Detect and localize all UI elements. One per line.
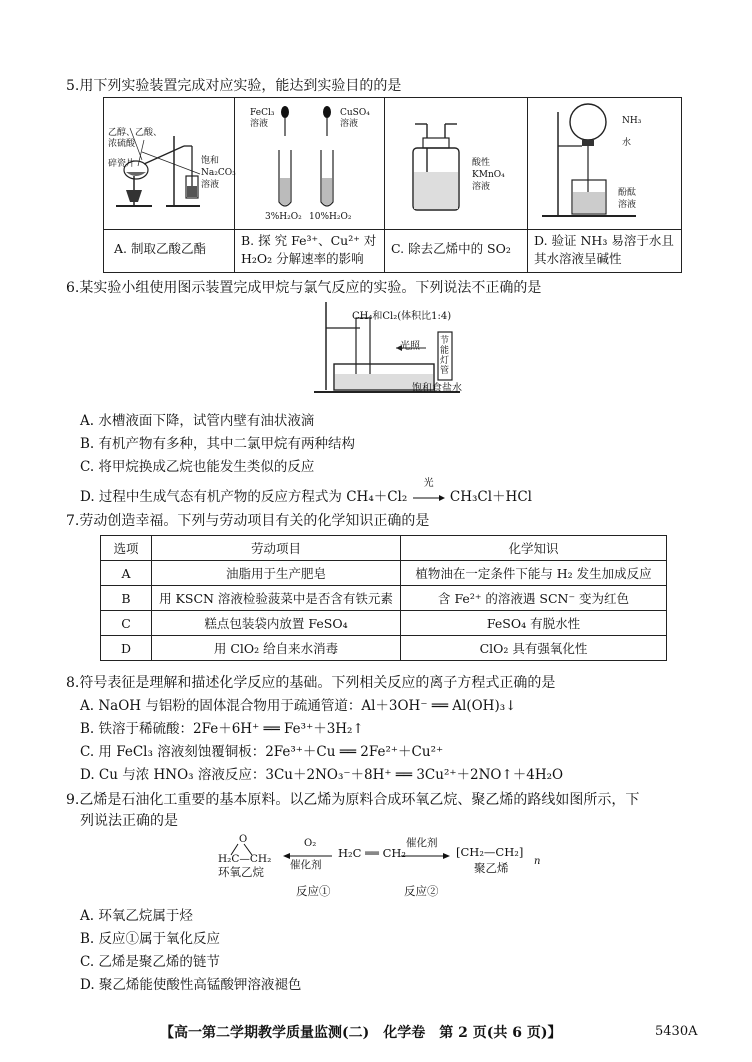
- label-3pct-h2o2: 3%H₂O₂: [265, 212, 302, 222]
- table-cell: 糕点包装袋内放置 FeSO₄: [152, 611, 401, 636]
- label-kmno4: KMnO₄: [472, 170, 505, 180]
- q9-option-d: D. 聚乙烯能使酸性高锰酸钾溶液褪色: [80, 977, 302, 993]
- label-solution-b1: 溶液: [250, 119, 269, 129]
- table-cell: 油脂用于生产肥皂: [152, 561, 401, 586]
- epoxide-name: 环氧乙烷: [218, 865, 264, 879]
- header-labor: 劳动项目: [152, 536, 401, 561]
- fountain-apparatus: [528, 98, 681, 229]
- table-row: [101, 611, 667, 636]
- label-phenolphthalein: 酚酞: [618, 188, 637, 198]
- label-solution-d: 溶液: [618, 200, 637, 210]
- table-cell: FeSO₄ 有脱水性: [401, 611, 667, 636]
- q9-stem-line2: 列说法正确的是: [80, 813, 178, 829]
- q9-option-c: C. 乙烯是聚乙烯的链节: [80, 954, 220, 970]
- label-nh3: NH₃: [622, 116, 642, 126]
- label-solution-a: 溶液: [201, 180, 220, 190]
- q8-option-c: C. 用 FeCl₃ 溶液刻蚀覆铜板：2Fe³⁺＋Cu ══ 2Fe²⁺＋Cu²⁺: [80, 744, 444, 760]
- condition-arrow: [412, 478, 446, 506]
- fig6-lamp-label: 节能灯管: [440, 336, 450, 376]
- label-acidic: 酸性: [472, 158, 491, 168]
- header-knowledge: 化学知识: [401, 536, 667, 561]
- q9-option-b: B. 反应①属于氧化反应: [80, 931, 221, 947]
- q5-caption-a: A. 制取乙酸乙酯: [114, 241, 206, 256]
- header-option: 选项: [101, 536, 152, 561]
- polyethylene-formula: [CH₂—CH₂]: [456, 845, 524, 859]
- table-cell: C: [101, 611, 152, 636]
- label-conc-acid: 浓硫酸: [108, 139, 136, 149]
- q9-reaction-scheme: [216, 832, 556, 904]
- epoxide-oxygen: O: [239, 834, 248, 845]
- polymer-n: n: [534, 856, 541, 867]
- q6-option-b: B. 有机产物有多种，其中二氯甲烷有两种结构: [80, 436, 356, 452]
- q6-stem: 6.某实验小组使用图示装置完成甲烷与氯气反应的实验。下列说法不正确的是: [66, 280, 542, 296]
- table-cell: A: [101, 561, 152, 586]
- q8-option-b: B. 铁溶于稀硫酸：2Fe＋6H⁺ ══ Fe³⁺＋3H₂↑: [80, 721, 364, 737]
- q7-stem: 7.劳动创造幸福。下列与劳动项目有关的化学知识正确的是: [66, 513, 430, 529]
- q8-option-a: A. NaOH 与铝粉的固体混合物用于疏通管道：Al＋3OH⁻ ══ Al(OH)₃↓: [80, 698, 517, 714]
- q6-option-d: [80, 478, 532, 506]
- label-solution-b2: 溶液: [340, 119, 359, 129]
- paper-code: 5430A: [655, 1024, 698, 1039]
- q5-caption-c: C. 除去乙烯中的 SO₂: [391, 241, 511, 256]
- gas-washing-bottle: [385, 98, 527, 229]
- reagent-o2: O₂: [304, 838, 317, 849]
- table-cell: 用 ClO₂ 给自来水消毒: [152, 636, 401, 661]
- condition-label: 光: [423, 478, 434, 489]
- ethylene-formula: H₂C ══ CH₂: [338, 846, 407, 860]
- catalyst-right: 催化剂: [406, 837, 438, 849]
- q5-caption-b: B. 探 究 Fe³⁺、Cu²⁺ 对 H₂O₂ 分解速率的影响: [241, 233, 377, 266]
- table-cell: 植物油在一定条件下能与 H₂ 发生加成反应: [401, 561, 667, 586]
- q7-table: [100, 535, 667, 661]
- table-header-row: [101, 536, 667, 561]
- reaction-2-label: 反应②: [404, 884, 439, 898]
- label-10pct-h2o2: 10%H₂O₂: [309, 212, 352, 222]
- reaction-1-label: 反应①: [296, 884, 331, 898]
- fig6-gas-label: CH₄和Cl₂(体积比1:4): [352, 311, 452, 322]
- page-footer: 【高一第二学期教学质量监测(二) 化学卷 第 2 页(共 6 页)】: [160, 1025, 562, 1041]
- q6-option-d-suffix: CH₃Cl＋HCl: [449, 489, 532, 505]
- q5-figure-table: [103, 97, 682, 273]
- fig6-light-label: 光照: [400, 341, 420, 352]
- label-porcelain: 碎瓷片: [108, 159, 136, 169]
- q6-option-d-prefix: D. 过程中生成气态有机产物的反应方程式为 CH₄＋Cl₂: [80, 489, 408, 505]
- catalyst-left: 催化剂: [290, 859, 322, 871]
- label-cuso4: CuSO₄: [340, 108, 370, 118]
- label-solution-c: 溶液: [472, 182, 491, 192]
- epoxide-carbons: H₂C—CH₂: [218, 853, 272, 865]
- table-row: [101, 586, 667, 611]
- q5-stem: 5.用下列实验装置完成对应实验，能达到实验目的的是: [66, 78, 402, 94]
- q6-option-c: C. 将甲烷换成乙烷也能发生类似的反应: [80, 459, 315, 475]
- q5-caption-d: D. 验证 NH₃ 易溶于水且其水溶液呈碱性: [534, 233, 674, 266]
- table-cell: ClO₂ 具有强氧化性: [401, 636, 667, 661]
- table-cell: D: [101, 636, 152, 661]
- right-arrow-icon: [400, 852, 452, 860]
- table-cell: B: [101, 586, 152, 611]
- label-fecl3: FeCl₃: [250, 108, 275, 118]
- fig6-brine-label: 饱和食盐水: [412, 383, 462, 394]
- q8-stem: 8.符号表征是理解和描述化学反应的基础。下列相关反应的离子方程式正确的是: [66, 675, 556, 691]
- q9-option-a: A. 环氧乙烷属于烃: [80, 908, 193, 924]
- q8-option-d: D. Cu 与浓 HNO₃ 溶液反应：3Cu＋2NO₃⁻＋8H⁺ ══ 3Cu²⁺＋2NO↑＋4H₂O: [80, 767, 564, 783]
- polyethylene-name: 聚乙烯: [474, 861, 509, 875]
- label-water: 水: [622, 138, 632, 148]
- table-row: [101, 561, 667, 586]
- table-cell: 用 KSCN 溶液检验菠菜中是否含有铁元素: [152, 586, 401, 611]
- q6-option-a: A. 水槽液面下降，试管内壁有油状液滴: [80, 413, 315, 429]
- label-reagents: 乙醇、乙酸、: [108, 128, 163, 138]
- table-cell: 含 Fe²⁺ 的溶液遇 SCN⁻ 变为红色: [401, 586, 667, 611]
- arrow-icon: [412, 493, 446, 503]
- label-saturated: 饱和: [201, 156, 220, 166]
- table-row: [101, 636, 667, 661]
- q9-stem-line1: 9.乙烯是石油化工重要的基本原料。以乙烯为原料合成环氧乙烷、聚乙烯的路线如图所示，下: [66, 792, 640, 808]
- label-na2co3: Na₂CO₃: [201, 168, 236, 178]
